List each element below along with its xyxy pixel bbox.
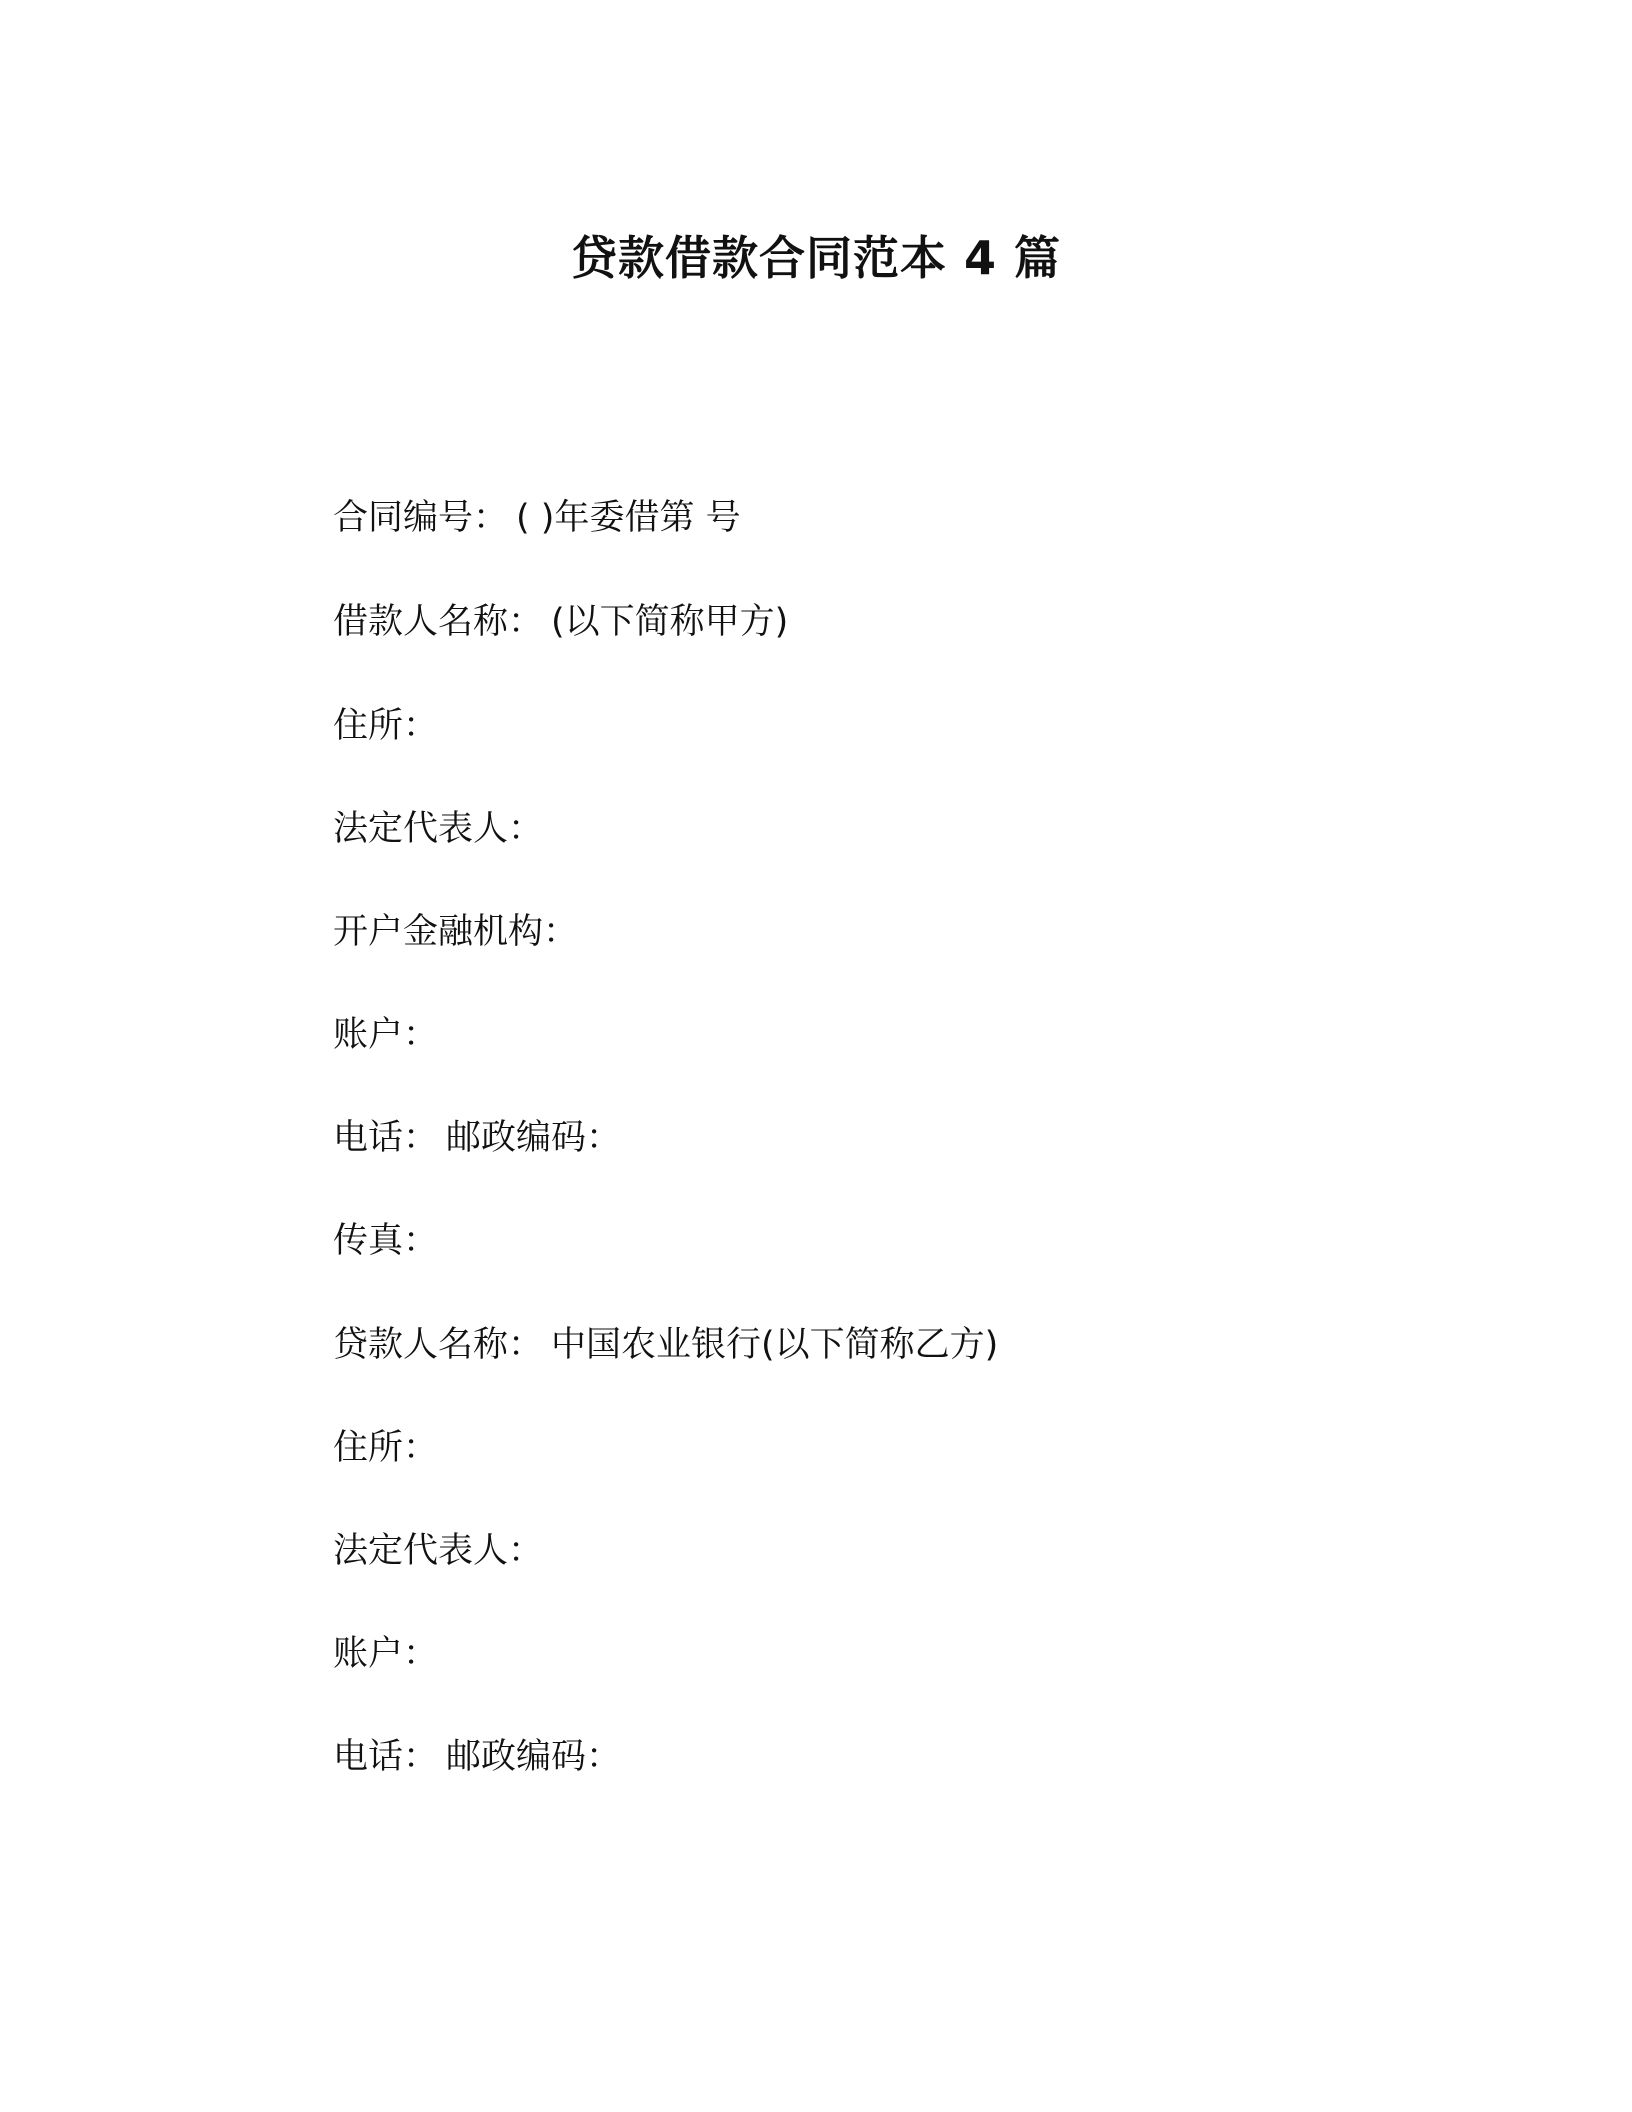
field-value: ( )年委借第 号 — [516, 498, 741, 538]
field-value: 邮政编码： — [446, 1118, 622, 1158]
field-label: 法定代表人： — [333, 1531, 544, 1571]
field-label: 账户： — [333, 1015, 439, 1055]
field-value: 邮政编码： — [446, 1737, 622, 1777]
field-borrower-phone — [333, 1116, 621, 1160]
field-lender-phone — [333, 1735, 621, 1779]
field-label: 开户金融机构： — [333, 912, 579, 952]
field-label: 住所： — [333, 706, 439, 746]
field-borrower-address — [333, 704, 446, 748]
field-label: 贷款人名称： — [333, 1325, 544, 1365]
field-label: 合同编号： — [333, 498, 509, 538]
field-label: 住所： — [333, 1428, 439, 1468]
field-borrower-name — [333, 600, 788, 644]
document-title: 贷款借款合同范本 4 篇 — [570, 231, 1062, 285]
field-label: 法定代表人： — [333, 809, 544, 849]
field-label: 账户： — [333, 1634, 439, 1674]
field-lender-legal-rep — [333, 1529, 551, 1573]
field-lender-name — [333, 1323, 998, 1367]
field-label: 借款人名称： — [333, 602, 544, 642]
field-value: 中国农业银行(以下简称乙方) — [551, 1325, 999, 1365]
field-contract-number — [333, 496, 741, 540]
field-value: (以下简称甲方) — [551, 602, 789, 642]
field-borrower-legal-rep — [333, 807, 551, 851]
field-label: 传真： — [333, 1221, 439, 1261]
field-label: 电话： — [333, 1737, 439, 1777]
field-label: 电话： — [333, 1118, 439, 1158]
field-borrower-fax — [333, 1219, 446, 1263]
field-borrower-bank — [333, 910, 586, 954]
field-borrower-account — [333, 1013, 446, 1057]
field-lender-address — [333, 1426, 446, 1470]
field-lender-account — [333, 1632, 446, 1676]
